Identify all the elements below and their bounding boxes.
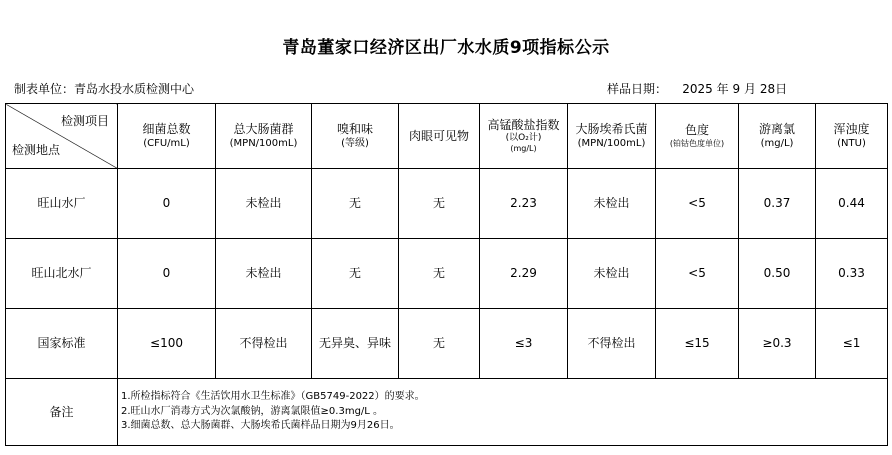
header-name: 浑浊度 [833, 121, 870, 136]
table-cell: ≤100 [118, 309, 216, 379]
header-unit: (mg/L) [760, 137, 794, 149]
table-cell: 0 [118, 239, 216, 309]
header-unit: (MPN/100mL) [577, 137, 646, 149]
table-header-row [6, 104, 888, 169]
sample-date-month-char: 月 [743, 82, 756, 96]
issuing-unit-value: 青岛水投水质检测中心 [74, 82, 195, 96]
header-unit: (以O₂计) [505, 132, 542, 143]
notes-row [6, 379, 888, 446]
issuing-unit-label: 制表单位： [14, 82, 75, 96]
sample-date-label: 样品日期： [607, 82, 668, 96]
header-name: 大肠埃希氏菌 [575, 121, 648, 136]
table-row [6, 239, 888, 309]
header-cell [216, 104, 312, 169]
table-cell: 无 [399, 309, 480, 379]
row-site: 旺山北水厂 [6, 239, 118, 309]
header-name: 色度 [684, 123, 709, 137]
notes-label: 备注 [6, 379, 118, 446]
row-site: 国家标准 [6, 309, 118, 379]
header-cell [568, 104, 656, 169]
note-line: 2.旺山水厂消毒方式为次氯酸钠，游离氯限值≥0.3mg/L 。 [121, 405, 384, 417]
header-unit-secondary: (mg/L) [510, 144, 537, 154]
row-site: 旺山水厂 [6, 169, 118, 239]
table-cell: 无 [312, 169, 399, 239]
table-cell: 0.33 [816, 239, 888, 309]
header-unit: (铂钴色度单位) [669, 139, 725, 148]
header-cell [656, 104, 739, 169]
table-cell: ≤1 [816, 309, 888, 379]
table-cell: 不得检出 [216, 309, 312, 379]
header-unit: (CFU/mL) [143, 137, 190, 149]
header-name: 高锰酸盐指数 [487, 117, 560, 132]
corner-header-cell [6, 104, 118, 169]
header-name: 嗅和味 [336, 121, 373, 136]
table-cell: 无 [399, 239, 480, 309]
table-cell: 0.50 [739, 239, 816, 309]
header-cell [480, 104, 568, 169]
table-cell: 2.23 [480, 169, 568, 239]
table-cell: ≤15 [656, 309, 739, 379]
header-cell [312, 104, 399, 169]
header-name: 游离氯 [758, 121, 795, 136]
table-cell: ≤3 [480, 309, 568, 379]
corner-header-items: 检测项目 [60, 114, 109, 128]
table-cell: <5 [656, 169, 739, 239]
table-cell: 0 [118, 169, 216, 239]
note-line: 3.细菌总数、总大肠菌群、大肠埃希氏菌样品日期为9月26日。 [121, 420, 400, 432]
issuing-unit [14, 80, 194, 97]
table-cell: 未检出 [216, 239, 312, 309]
table-row [6, 169, 888, 239]
page-title: 青岛董家口经济区出厂水水质9项指标公示 [282, 38, 610, 58]
sample-date-year-char: 年 [716, 82, 729, 96]
table-cell: 无异臭、异味 [312, 309, 399, 379]
header-name: 肉眼可见物 [408, 128, 469, 143]
table-cell: 2.29 [480, 239, 568, 309]
header-cell [739, 104, 816, 169]
header-unit: (等级) [341, 137, 369, 149]
table-cell: ≥0.3 [739, 309, 816, 379]
table-cell: 0.44 [816, 169, 888, 239]
corner-header-sites: 检测地点 [12, 143, 61, 157]
sample-date-month: 9 [732, 82, 741, 96]
table-cell: 0.37 [739, 169, 816, 239]
header-cell [399, 104, 480, 169]
notes-content [118, 379, 888, 446]
table-cell: 未检出 [568, 239, 656, 309]
sample-date-day: 28日 [759, 82, 788, 96]
sample-date-year: 2025 [682, 82, 713, 96]
table-cell: <5 [656, 239, 739, 309]
table-row [6, 309, 888, 379]
water-quality-table [5, 103, 888, 446]
header-name: 细菌总数 [142, 121, 191, 136]
header-unit: (NTU) [837, 137, 866, 149]
header-cell [118, 104, 216, 169]
table-cell: 未检出 [568, 169, 656, 239]
header-cell [816, 104, 888, 169]
table-cell: 未检出 [216, 169, 312, 239]
table-cell: 不得检出 [568, 309, 656, 379]
table-cell: 无 [399, 169, 480, 239]
note-line: 1.所检指标符合《生活饮用水卫生标准》（GB5749-2022）的要求。 [121, 391, 425, 403]
header-name: 总大肠菌群 [233, 121, 294, 136]
header-unit: (MPN/100mL) [229, 137, 298, 149]
sample-date [607, 80, 787, 97]
table-cell: 无 [312, 239, 399, 309]
